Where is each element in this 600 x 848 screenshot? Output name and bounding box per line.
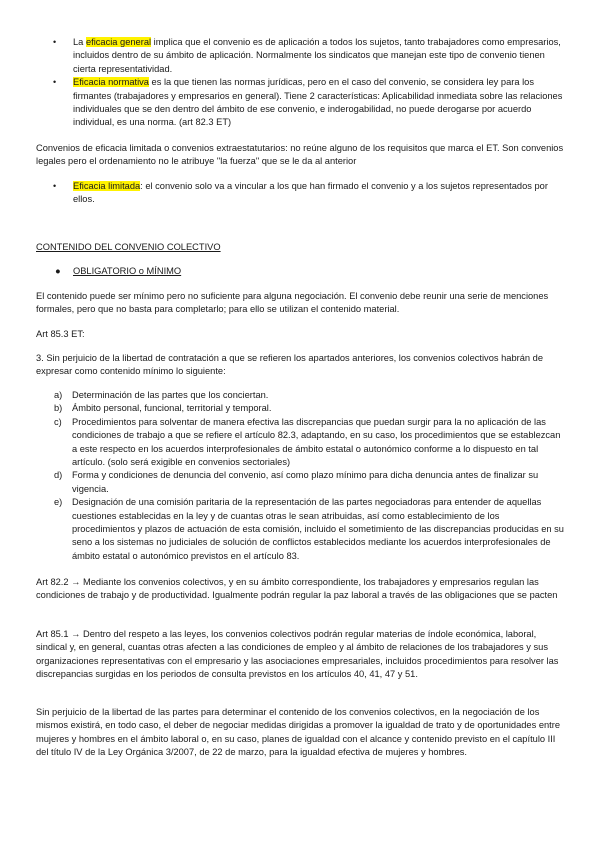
list-item: a) Determinación de las partes que los conciertan. bbox=[54, 390, 269, 400]
section-heading: CONTENIDO DEL CONVENIO COLECTIVO bbox=[36, 242, 221, 252]
highlight-term: Eficacia normativa bbox=[73, 77, 149, 88]
extrastatutory-paragraph: Convenios de eficacia limitada o convenios extraestatutarios: no reúne alguno de los requisitos que marca el ET. Son convenios legales pero el ordenamiento no le atribuye "la fuerza" que se le da al anterior bbox=[36, 143, 564, 167]
limited-efficacy-list bbox=[36, 180, 564, 207]
bullet-general-efficacy: • La eficacia general implica que el convenio es de aplicación a todos los sujetos, tanto trabajadores como empresarios, incluidos dentro de su ámbito de aplicación. Normalmente los sindicatos que manejan este tipo de convenio tienen cierta representatividad. bbox=[36, 36, 564, 76]
list-item: b) Ámbito personal, funcional, territorial y temporal. bbox=[54, 403, 272, 414]
article-82-2-paragraph: Art 82.2 → Mediante los convenios colectivos, y en su ámbito correspondiente, los trabajadores y empresarios regulan las condiciones de trabajo y de productividad. Igualmente podrán regular la paz laboral a través de las obligaciones que se pacten bbox=[36, 577, 558, 601]
bullet-dot-icon: ● bbox=[55, 266, 61, 276]
article-85-1-paragraph: Art 85.1 → Dentro del respeto a las leyes, los convenios colectivos podrán regular materias de índole económica, laboral, sindical y, en general, cuantas otras afecten a las condiciones de empleo y al ámbito de relaciones de los trabajadores y sus organizaciones representativas con el empresario y las asociaciones empresariales, incluidos procedimientos para resolver las discrepancias surgidas en los periodos de consulta previstos en los artículos 40, 41, 47 y 51. bbox=[36, 629, 559, 680]
article-intro-paragraph: 3. Sin perjuicio de la libertad de contratación a que se refieren los apartados anteriores, los convenios colectivos habrán de expresar como contenido mínimo lo siguiente: bbox=[36, 353, 543, 377]
bullet-normative-efficacy: • Eficacia normativa es la que tienen las normas jurídicas, pero en el caso del convenio, se considera ley para los firmantes (trabajadores y empresarios en general). Tiene 2 características: Aplicabilidad inmediata sobre las relaciones individuales que se den dentro del ámbito de ese convenio, e inderogabilidad, no puede derogarse por acuerdo individual, es una norma. (art 82.3 ET) bbox=[36, 76, 564, 130]
highlight-term: Eficacia limitada bbox=[73, 181, 141, 191]
list-item: d) Forma y condiciones de denuncia del convenio, así como plazo mínimo para dicha denuncia antes de finalizar su vigencia. bbox=[54, 470, 539, 494]
equality-paragraph: Sin perjuicio de la libertad de las partes para determinar el contenido de los convenios colectivos, en la negociación de los mismos existirá, en todo caso, el deber de negociar medidas dirigidas a promover la igualdad de trato y de oportunidades entre mujeres y hombres en el ámbito laboral o, en su caso, planes de igualdad con el alcance y contenido previsto en el capítulo III del título IV de la Ley Orgánica 3/2007, de 22 de marzo, para la igualdad efectiva de mujeres y hombres. bbox=[36, 707, 561, 758]
minimum-content-paragraph: El contenido puede ser mínimo pero no suficiente para alguna negociación. El convenio debe reunir una serie de menciones formales, pero que no basta para completarlo; para ello se utilizan el contenido material. bbox=[36, 291, 549, 315]
subheading: OBLIGATORIO o MÍNIMO bbox=[73, 266, 182, 276]
highlight-term: eficacia general bbox=[85, 37, 152, 47]
list-item: c) Procedimientos para solventar de manera efectiva las discrepancias que puedan surgir para la no aplicación de las condiciones de trabajo a que se refiere el artículo 82.3, adaptando, en su caso, los procedimientos que se establezcan a este respecto en los acuerdos interprofesionales de ámbito estatal o autonómico conforme a lo dispuesto en tal artículo. (solo será exigible en convenios sectoriales) bbox=[54, 416, 561, 468]
list-item: e) Designación de una comisión paritaria de la representación de las partes negociadoras para entender de aquellas cuestiones establecidas en la ley y de cuantas otras le sean atribuidas, así como establecimiento de los procedimientos y plazos de actuación de esta comisión, incluido el sometimiento de las discrepancias producidas en su seno a los sistemas no judiciales de solución de conflictos establecidos mediante los acuerdos interprofesionales de ámbito estatal o autonómico previstos en el artículo 83. bbox=[54, 497, 564, 561]
minimum-content-list bbox=[36, 389, 564, 563]
efficacy-bullet-list bbox=[36, 36, 564, 130]
article-reference: Art 85.3 ET: bbox=[36, 329, 85, 339]
bullet-limited-efficacy: • Eficacia limitada: el convenio solo va a vincular a los que han firmado el convenio y a los sujetos representados por ellos. bbox=[36, 180, 564, 207]
